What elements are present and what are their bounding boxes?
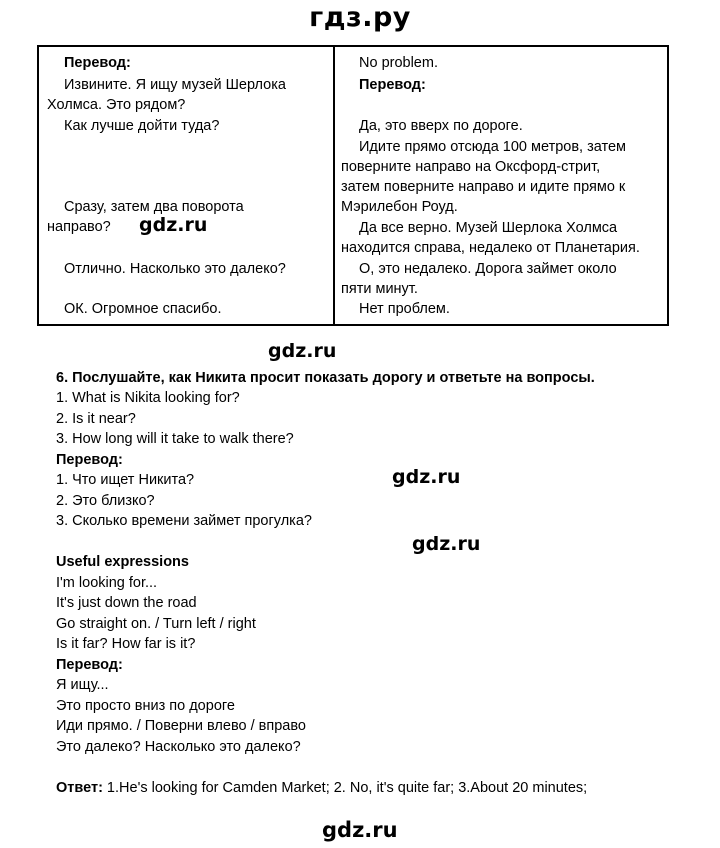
- right-line: Идите прямо отсюда 100 метров, затем: [359, 139, 627, 155]
- answer-label: Ответ:: [56, 780, 103, 796]
- site-title: гдз.ру: [309, 2, 411, 33]
- expression-line: It's just down the road: [56, 595, 197, 611]
- translation-line: Я ищу...: [56, 677, 109, 693]
- left-line: Как лучше дойти туда?: [64, 118, 220, 134]
- translation-table: [37, 45, 669, 326]
- right-line: пяти минут.: [341, 281, 418, 297]
- left-line: направо?: [47, 219, 111, 235]
- watermark: gdz.ru: [322, 818, 398, 842]
- translation-line: Иди прямо. / Поверни влево / вправо: [56, 718, 306, 734]
- translation-line: Это далеко? Насколько это далеко?: [56, 739, 301, 755]
- left-line: Отлично. Насколько это далеко?: [64, 261, 286, 277]
- watermark: gdz.ru: [392, 466, 461, 488]
- task-heading: 6. Послушайте, как Никита просит показать дорогу и ответьте на вопросы.: [56, 370, 595, 386]
- right-heading: Перевод:: [359, 77, 426, 93]
- right-line: No problem.: [359, 55, 438, 71]
- expression-line: I'm looking for...: [56, 575, 158, 591]
- translation-heading: Перевод:: [56, 657, 123, 673]
- translation-line: 2. Это близко?: [56, 493, 155, 509]
- question-line: 1. What is Nikita looking for?: [56, 390, 240, 406]
- table-divider: [333, 47, 335, 324]
- expression-line: Go straight on. / Turn left / right: [56, 616, 256, 632]
- left-line: Сразу, затем два поворота: [64, 199, 244, 215]
- useful-heading: Useful expressions: [56, 554, 189, 570]
- answer-line: [56, 778, 587, 798]
- expression-line: Is it far? How far is it?: [56, 636, 196, 652]
- right-line: Да все верно. Музей Шерлока Холмса: [359, 220, 618, 236]
- question-line: 2. Is it near?: [56, 411, 136, 427]
- watermark: gdz.ru: [268, 340, 337, 362]
- right-line: затем поверните направо и идите прямо к: [341, 179, 626, 195]
- watermark: gdz.ru: [412, 533, 481, 555]
- translation-heading: Перевод:: [56, 452, 123, 468]
- answer-text: 1.He's looking for Camden Market; 2. No, it's quite far; 3.About 20 minutes;: [102, 780, 588, 796]
- translation-line: Это просто вниз по дороге: [56, 698, 235, 714]
- right-line: Мэрилебон Роуд.: [341, 199, 458, 215]
- right-line: О, это недалеко. Дорога займет около: [359, 261, 617, 277]
- question-line: 3. How long will it take to walk there?: [56, 431, 294, 447]
- left-line: Извините. Я ищу музей Шерлока: [64, 77, 286, 93]
- right-line: поверните направо на Оксфорд-стрит,: [341, 159, 601, 175]
- translation-line: 3. Сколько времени займет прогулка?: [56, 513, 312, 529]
- right-line: Нет проблем.: [359, 301, 450, 317]
- left-line: Холмса. Это рядом?: [47, 97, 186, 113]
- right-line: находится справа, недалеко от Планетария.: [341, 240, 640, 256]
- left-line: ОК. Огромное спасибо.: [64, 301, 222, 317]
- watermark: gdz.ru: [139, 214, 208, 236]
- right-line: Да, это вверх по дороге.: [359, 118, 523, 134]
- translation-line: 1. Что ищет Никита?: [56, 472, 195, 488]
- left-heading: Перевод:: [64, 55, 131, 71]
